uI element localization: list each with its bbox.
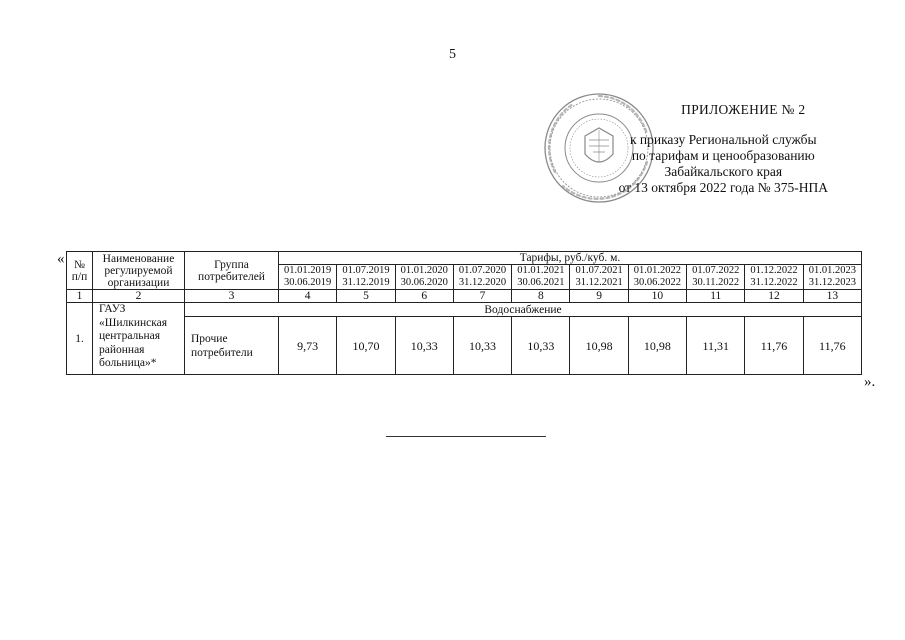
appendix-line-2: по тарифам и ценообразованию	[631, 148, 815, 163]
period-header	[453, 265, 511, 290]
period-header	[279, 265, 337, 290]
period-to: 31.12.2023	[808, 277, 856, 288]
divider-line	[386, 436, 546, 437]
period-header	[687, 265, 745, 290]
period-to: 31.12.2019	[342, 277, 390, 288]
period-to: 30.06.2019	[284, 277, 332, 288]
column-number: 11	[687, 290, 745, 303]
page-number: 5	[449, 47, 456, 62]
column-number: 3	[185, 290, 279, 303]
period-from: 01.07.2020	[458, 265, 507, 276]
period-header	[337, 265, 395, 290]
header-tariffs: Тарифы, руб./куб. м.	[279, 252, 862, 265]
tariff-table	[66, 251, 862, 375]
closing-quote: ».	[864, 374, 876, 390]
header-organization: Наименование регулируемой организации	[93, 252, 185, 290]
period-from: 01.12.2022	[750, 265, 798, 276]
period-from: 01.01.2020	[400, 265, 448, 276]
period-header	[512, 265, 570, 290]
tariff-value: 11,76	[745, 317, 803, 375]
tariff-value: 11,76	[803, 317, 861, 375]
period-to: 30.06.2022	[633, 277, 682, 288]
period-to: 31.12.2022	[750, 277, 798, 288]
column-number: 7	[453, 290, 511, 303]
consumer-group: Прочие потребители	[185, 317, 279, 375]
period-to: 31.12.2020	[458, 277, 507, 288]
period-from: 01.01.2019	[284, 265, 332, 276]
appendix-line-1: к приказу Региональной службы	[629, 132, 817, 147]
period-from: 01.01.2022	[633, 265, 682, 276]
period-header	[803, 265, 861, 290]
period-from: 01.01.2023	[808, 265, 856, 276]
column-number: 6	[395, 290, 453, 303]
tariff-value: 10,33	[512, 317, 570, 375]
column-number: 12	[745, 290, 803, 303]
appendix-line-4: от 13 октября 2022 года № 375-НПА	[618, 180, 828, 195]
appendix-line-3: Забайкальского края	[664, 164, 783, 179]
column-number: 5	[337, 290, 395, 303]
period-from: 01.07.2019	[342, 265, 390, 276]
tariff-value: 10,33	[395, 317, 453, 375]
section-water-supply: Водоснабжение	[185, 303, 862, 317]
tariff-value: 9,73	[279, 317, 337, 375]
organization-name: ГАУЗ «Шилкинская центральная районная больница»*	[93, 303, 185, 375]
tariff-value: 10,98	[628, 317, 686, 375]
period-from: 01.07.2021	[575, 265, 623, 276]
appendix-header	[619, 102, 828, 196]
column-number: 9	[570, 290, 628, 303]
tariff-value: 10,33	[453, 317, 511, 375]
column-number: 1	[67, 290, 93, 303]
column-number: 13	[803, 290, 861, 303]
period-to: 30.06.2020	[400, 277, 448, 288]
period-to: 30.11.2022	[692, 277, 740, 288]
period-header	[628, 265, 686, 290]
column-number: 4	[279, 290, 337, 303]
column-number: 2	[93, 290, 185, 303]
tariff-value: 10,70	[337, 317, 395, 375]
column-number: 10	[628, 290, 686, 303]
column-number: 8	[512, 290, 570, 303]
period-header	[395, 265, 453, 290]
period-to: 30.06.2021	[517, 277, 565, 288]
header-number: № п/п	[67, 252, 93, 290]
period-to: 31.12.2021	[575, 277, 623, 288]
period-header	[570, 265, 628, 290]
appendix-title: ПРИЛОЖЕНИЕ № 2	[681, 102, 806, 117]
period-from: 01.07.2022	[692, 265, 740, 276]
period-from: 01.01.2021	[517, 265, 565, 276]
row-number: 1.	[67, 303, 93, 375]
opening-quote: «	[57, 251, 65, 267]
tariff-value: 10,98	[570, 317, 628, 375]
tariff-value: 11,31	[687, 317, 745, 375]
period-header	[745, 265, 803, 290]
header-consumer-group: Группа потребителей	[185, 252, 279, 290]
